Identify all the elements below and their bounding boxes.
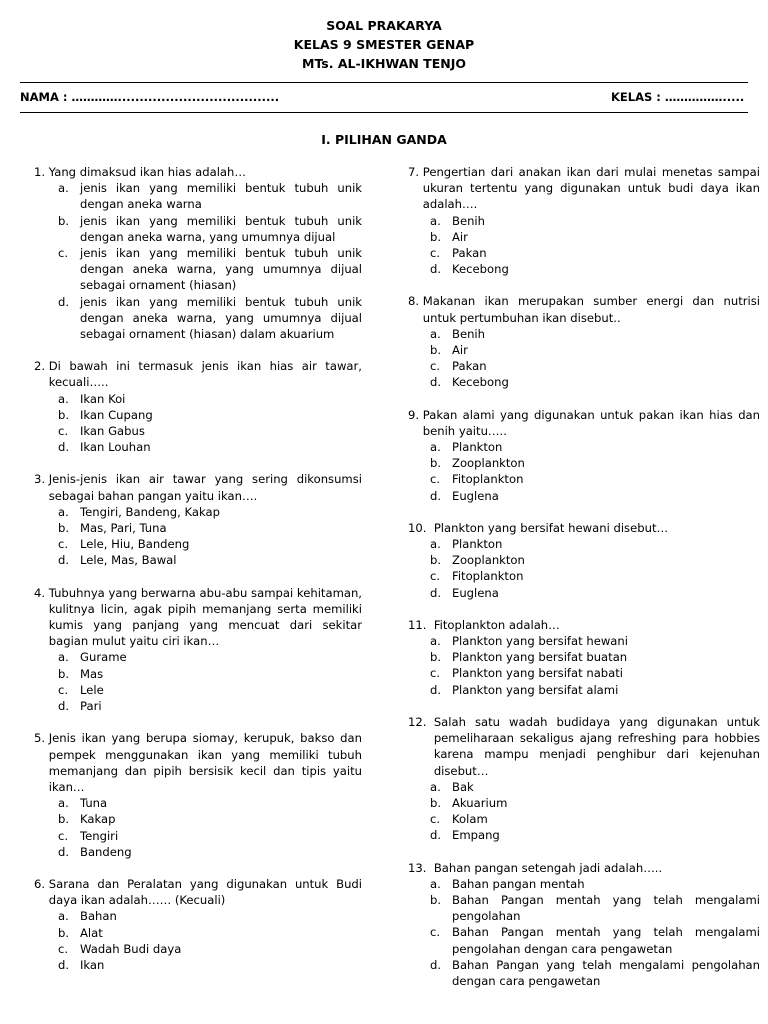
option-text: Air (452, 229, 468, 244)
option-text: Zooplankton (452, 456, 525, 471)
option-letter: a. (58, 504, 69, 519)
header-class: KELAS 9 SMESTER GENAP (293, 37, 475, 52)
option-text: Alat (80, 925, 103, 940)
question-text: Bahan pangan setengah jadi adalah….. (433, 860, 663, 875)
option-text: jenis ikan yang memiliki bentuk tubuh unik dengan aneka warna, yang umumnya dijual sebagai ornament (hiasan) dalam akuarium (80, 294, 362, 342)
option-letter: a. (58, 909, 69, 924)
option-item (430, 585, 760, 601)
option-letter: b. (58, 213, 70, 228)
class-field: KELAS : ……………..... (611, 90, 745, 104)
option-letter: c. (58, 246, 69, 261)
option-item (430, 552, 760, 568)
option-item (58, 391, 362, 407)
option-item (58, 439, 362, 455)
option-letter: b. (430, 229, 442, 244)
option-item (430, 633, 760, 649)
divider-top (20, 82, 748, 83)
questions-column-right (408, 164, 760, 1005)
option-letter: b. (430, 456, 442, 471)
option-list (430, 326, 760, 391)
option-text: Bak (452, 779, 474, 794)
option-item (430, 924, 760, 956)
option-text: Bahan (80, 909, 117, 924)
option-letter: a. (430, 537, 441, 552)
question-text: Salah satu wadah budidaya yang digunakan untuk pemeliharaan sekaligus ajang refreshing para hobbies karena mampu menjadi penghibur dari kejenuhan disebut… (433, 714, 760, 778)
question-line (34, 471, 362, 503)
option-text: Pari (80, 699, 102, 714)
option-letter: d. (58, 553, 70, 568)
option-text: Mas (80, 666, 104, 681)
question-number: 11. (408, 617, 434, 632)
option-text: Benih (452, 326, 486, 341)
option-item (430, 439, 760, 455)
question-item (408, 860, 760, 990)
option-letter: a. (430, 876, 441, 891)
question-line (34, 876, 362, 908)
option-text: Fitoplankton (452, 472, 524, 487)
question-item (408, 617, 760, 698)
option-text: Euglena (452, 488, 499, 503)
question-line (408, 520, 760, 536)
option-text: Ikan Louhan (80, 440, 151, 455)
header-school: MTs. AL-IKHWAN TENJO (302, 56, 466, 71)
option-text: Pakan (452, 246, 487, 261)
option-text: Euglena (452, 585, 499, 600)
question-line (408, 860, 760, 876)
question-line (408, 714, 760, 779)
option-item (58, 941, 362, 957)
option-item (58, 504, 362, 520)
option-letter: c. (430, 569, 441, 584)
option-letter: c. (58, 941, 69, 956)
option-list (430, 876, 760, 989)
option-item (58, 925, 362, 941)
option-item (430, 682, 760, 698)
option-letter: d. (58, 844, 70, 859)
option-text: Plankton (452, 537, 503, 552)
option-letter: b. (58, 812, 70, 827)
option-item (430, 342, 760, 358)
option-list (430, 779, 760, 844)
option-letter: d. (58, 699, 70, 714)
option-item (430, 245, 760, 261)
option-list (430, 213, 760, 278)
option-letter: c. (430, 925, 441, 940)
question-item (408, 714, 760, 844)
option-item (58, 552, 362, 568)
question-text: Fitoplankton adalah… (433, 617, 560, 632)
option-text: Plankton yang bersifat hewani (452, 634, 628, 649)
option-list (58, 908, 362, 973)
option-letter: c. (430, 666, 441, 681)
option-text: Bahan Pangan yang telah mengalami pengolahan dengan cara pengawetan (452, 957, 760, 988)
option-item (430, 649, 760, 665)
option-item (430, 795, 760, 811)
question-text: Tubuhnya yang berwarna abu-abu sampai kehitaman, kulitnya licin, agak pipih memanjang serta memiliki kumis yang panjang yang mencuat dari sekitar bagian mulut yaitu ciri ikan… (48, 585, 362, 649)
option-item (430, 213, 760, 229)
question-text: Plankton yang bersifat hewani disebut… (433, 520, 669, 535)
divider-bottom (20, 112, 748, 113)
option-item (58, 536, 362, 552)
option-list (58, 649, 362, 714)
option-list (430, 536, 760, 601)
option-letter: a. (430, 634, 441, 649)
option-text: jenis ikan yang memiliki bentuk tubuh unik dengan aneka warna, yang umumnya dijual (80, 213, 362, 244)
question-line (408, 617, 760, 633)
option-item (58, 245, 362, 294)
option-item (430, 827, 760, 843)
question-text: Yang dimaksud ikan hias adalah… (48, 165, 246, 179)
option-text: Tengiri, Bandeng, Kakap (80, 504, 220, 519)
option-list (58, 180, 362, 342)
option-item (58, 795, 362, 811)
option-item (58, 698, 362, 714)
section-title: I. PILIHAN GANDA (321, 132, 447, 147)
option-letter: b. (430, 795, 442, 810)
option-text: Air (452, 343, 468, 358)
question-number: 5. (34, 731, 49, 746)
question-line (408, 293, 760, 325)
option-letter: d. (430, 682, 442, 697)
question-text: Pengertian dari anakan ikan dari mulai menetas sampai ukuran tertentu yang digunakan untuk budi daya ikan adalah…. (422, 165, 760, 212)
option-text: Ikan Cupang (80, 407, 153, 422)
option-text: Wadah Budi daya (80, 941, 182, 956)
option-letter: c. (58, 682, 69, 697)
option-text: Pakan (452, 359, 487, 374)
question-item (34, 471, 362, 568)
option-letter: b. (430, 553, 442, 568)
question-number: 3. (34, 472, 49, 487)
option-item (58, 666, 362, 682)
option-text: jenis ikan yang memiliki bentuk tubuh unik dengan aneka warna, yang umumnya dijual sebagai ornament (hiasan) (80, 246, 362, 293)
option-item (58, 844, 362, 860)
option-text: Gurame (80, 650, 127, 665)
option-letter: d. (430, 585, 442, 600)
option-item (58, 213, 362, 245)
option-text: Plankton yang bersifat buatan (452, 650, 628, 665)
question-item (408, 407, 760, 504)
question-line (34, 585, 362, 650)
question-number: 9. (408, 407, 423, 422)
question-number: 4. (34, 585, 49, 600)
option-letter: a. (430, 440, 441, 455)
option-item (58, 649, 362, 665)
option-text: Bahan Pangan mentah yang telah mengalami pengolahan dengan cara pengawetan (452, 925, 760, 956)
question-line (34, 164, 362, 180)
option-item (430, 568, 760, 584)
option-letter: c. (58, 828, 69, 843)
option-letter: c. (430, 246, 441, 261)
question-number: 8. (408, 294, 423, 309)
option-letter: d. (430, 957, 442, 972)
option-text: Plankton (452, 440, 503, 455)
option-text: Tuna (80, 796, 108, 811)
option-letter: d. (430, 375, 442, 390)
option-letter: b. (58, 666, 70, 681)
option-text: Kolam (452, 812, 488, 827)
option-letter: d. (430, 828, 442, 843)
option-item (430, 892, 760, 924)
name-field: NAMA : …………..................................... (20, 90, 280, 104)
option-text: Akuarium (452, 795, 508, 810)
option-item (430, 536, 760, 552)
question-number: 6. (34, 876, 49, 891)
questions-column-left (34, 164, 362, 989)
option-letter: d. (430, 262, 442, 277)
question-item (34, 358, 362, 455)
question-line (34, 358, 362, 390)
question-item (408, 520, 760, 601)
option-letter: b. (430, 650, 442, 665)
option-letter: a. (430, 779, 441, 794)
option-text: Ikan (80, 957, 105, 972)
option-text: Ikan Gabus (80, 424, 145, 439)
option-item (58, 407, 362, 423)
option-list (430, 439, 760, 504)
question-number: 12. (408, 714, 434, 729)
exam-header (0, 16, 768, 73)
option-letter: a. (430, 326, 441, 341)
option-list (58, 391, 362, 456)
option-letter: a. (58, 796, 69, 811)
option-text: Bahan pangan mentah (452, 876, 585, 891)
option-text: Bandeng (80, 844, 132, 859)
option-letter: d. (58, 440, 70, 455)
question-text: Jenis-jenis ikan air tawar yang sering dikonsumsi sebagai bahan pangan yaitu ikan…. (48, 472, 362, 503)
option-text: Lele (80, 682, 104, 697)
option-list (58, 795, 362, 860)
option-text: Benih (452, 213, 486, 228)
option-letter: a. (430, 213, 441, 228)
option-letter: c. (58, 537, 69, 552)
question-text: Pakan alami yang digunakan untuk pakan ikan hias dan benih yaitu….. (422, 407, 760, 438)
question-text: Sarana dan Peralatan yang digunakan untuk Budi daya ikan adalah…… (Kecuali) (48, 876, 362, 908)
option-item (430, 326, 760, 342)
question-number: 10. (408, 520, 434, 535)
option-letter: b. (430, 343, 442, 358)
option-letter: c. (430, 359, 441, 374)
option-text: Kecebong (452, 262, 509, 277)
option-letter: b. (58, 925, 70, 940)
option-item (430, 665, 760, 681)
option-item (58, 180, 362, 212)
option-item (58, 682, 362, 698)
question-number: 2. (34, 359, 49, 374)
question-line (408, 407, 760, 439)
option-item (58, 828, 362, 844)
option-letter: d. (58, 294, 70, 309)
option-text: Lele, Hiu, Bandeng (80, 537, 190, 552)
question-item (408, 164, 760, 277)
option-item (430, 779, 760, 795)
option-letter: b. (430, 892, 442, 907)
option-letter: c. (58, 424, 69, 439)
option-letter: a. (58, 181, 69, 196)
question-item (34, 585, 362, 715)
option-text: Empang (452, 828, 500, 843)
option-item (430, 488, 760, 504)
question-item (34, 164, 362, 342)
option-letter: a. (58, 391, 69, 406)
option-text: Ikan Koi (80, 391, 126, 406)
option-text: Plankton yang bersifat alami (452, 682, 619, 697)
option-letter: c. (430, 472, 441, 487)
option-letter: d. (58, 957, 70, 972)
option-item (430, 455, 760, 471)
question-text: Jenis ikan yang berupa siomay, kerupuk, bakso dan pempek menggunakan ikan yang memiliki tubuh memanjang dan pipih bersisik kecil dan tipis yaitu ikan… (48, 731, 362, 794)
option-item (430, 471, 760, 487)
option-list (430, 633, 760, 698)
option-item (58, 520, 362, 536)
option-letter: b. (58, 521, 70, 536)
option-letter: a. (58, 650, 69, 665)
question-number: 1. (34, 165, 49, 179)
option-item (430, 374, 760, 390)
option-text: Lele, Mas, Bawal (80, 553, 177, 568)
option-item (430, 358, 760, 374)
option-text: Kecebong (452, 375, 509, 390)
question-text: Di bawah ini termasuk jenis ikan hias air tawar, kecuali….. (48, 359, 362, 390)
option-text: Tengiri (80, 828, 119, 843)
option-item (58, 294, 362, 343)
option-letter: d. (430, 488, 442, 503)
option-item (430, 261, 760, 277)
question-item (34, 730, 362, 860)
option-item (430, 229, 760, 245)
option-item (58, 908, 362, 924)
question-number: 7. (408, 165, 423, 179)
option-item (430, 957, 760, 989)
option-letter: b. (58, 407, 70, 422)
option-item (58, 957, 362, 973)
option-text: Kakap (80, 812, 116, 827)
option-text: Bahan Pangan mentah yang telah mengalami pengolahan (452, 892, 760, 924)
option-text: Mas, Pari, Tuna (80, 521, 167, 536)
question-number: 13. (408, 860, 434, 875)
option-letter: c. (430, 812, 441, 827)
question-item (408, 293, 760, 390)
option-item (430, 876, 760, 892)
option-list (58, 504, 362, 569)
header-title: SOAL PRAKARYA (326, 18, 442, 33)
option-text: Fitoplankton (452, 569, 524, 584)
question-line (408, 164, 760, 213)
option-item (430, 811, 760, 827)
option-text: jenis ikan yang memiliki bentuk tubuh unik dengan aneka warna (80, 181, 362, 212)
question-item (34, 876, 362, 973)
question-text: Makanan ikan merupakan sumber energi dan nutrisi untuk pertumbuhan ikan disebut.. (422, 294, 760, 325)
question-line (34, 730, 362, 795)
option-text: Zooplankton (452, 553, 525, 568)
option-item (58, 423, 362, 439)
option-item (58, 811, 362, 827)
option-text: Plankton yang bersifat nabati (452, 666, 624, 681)
